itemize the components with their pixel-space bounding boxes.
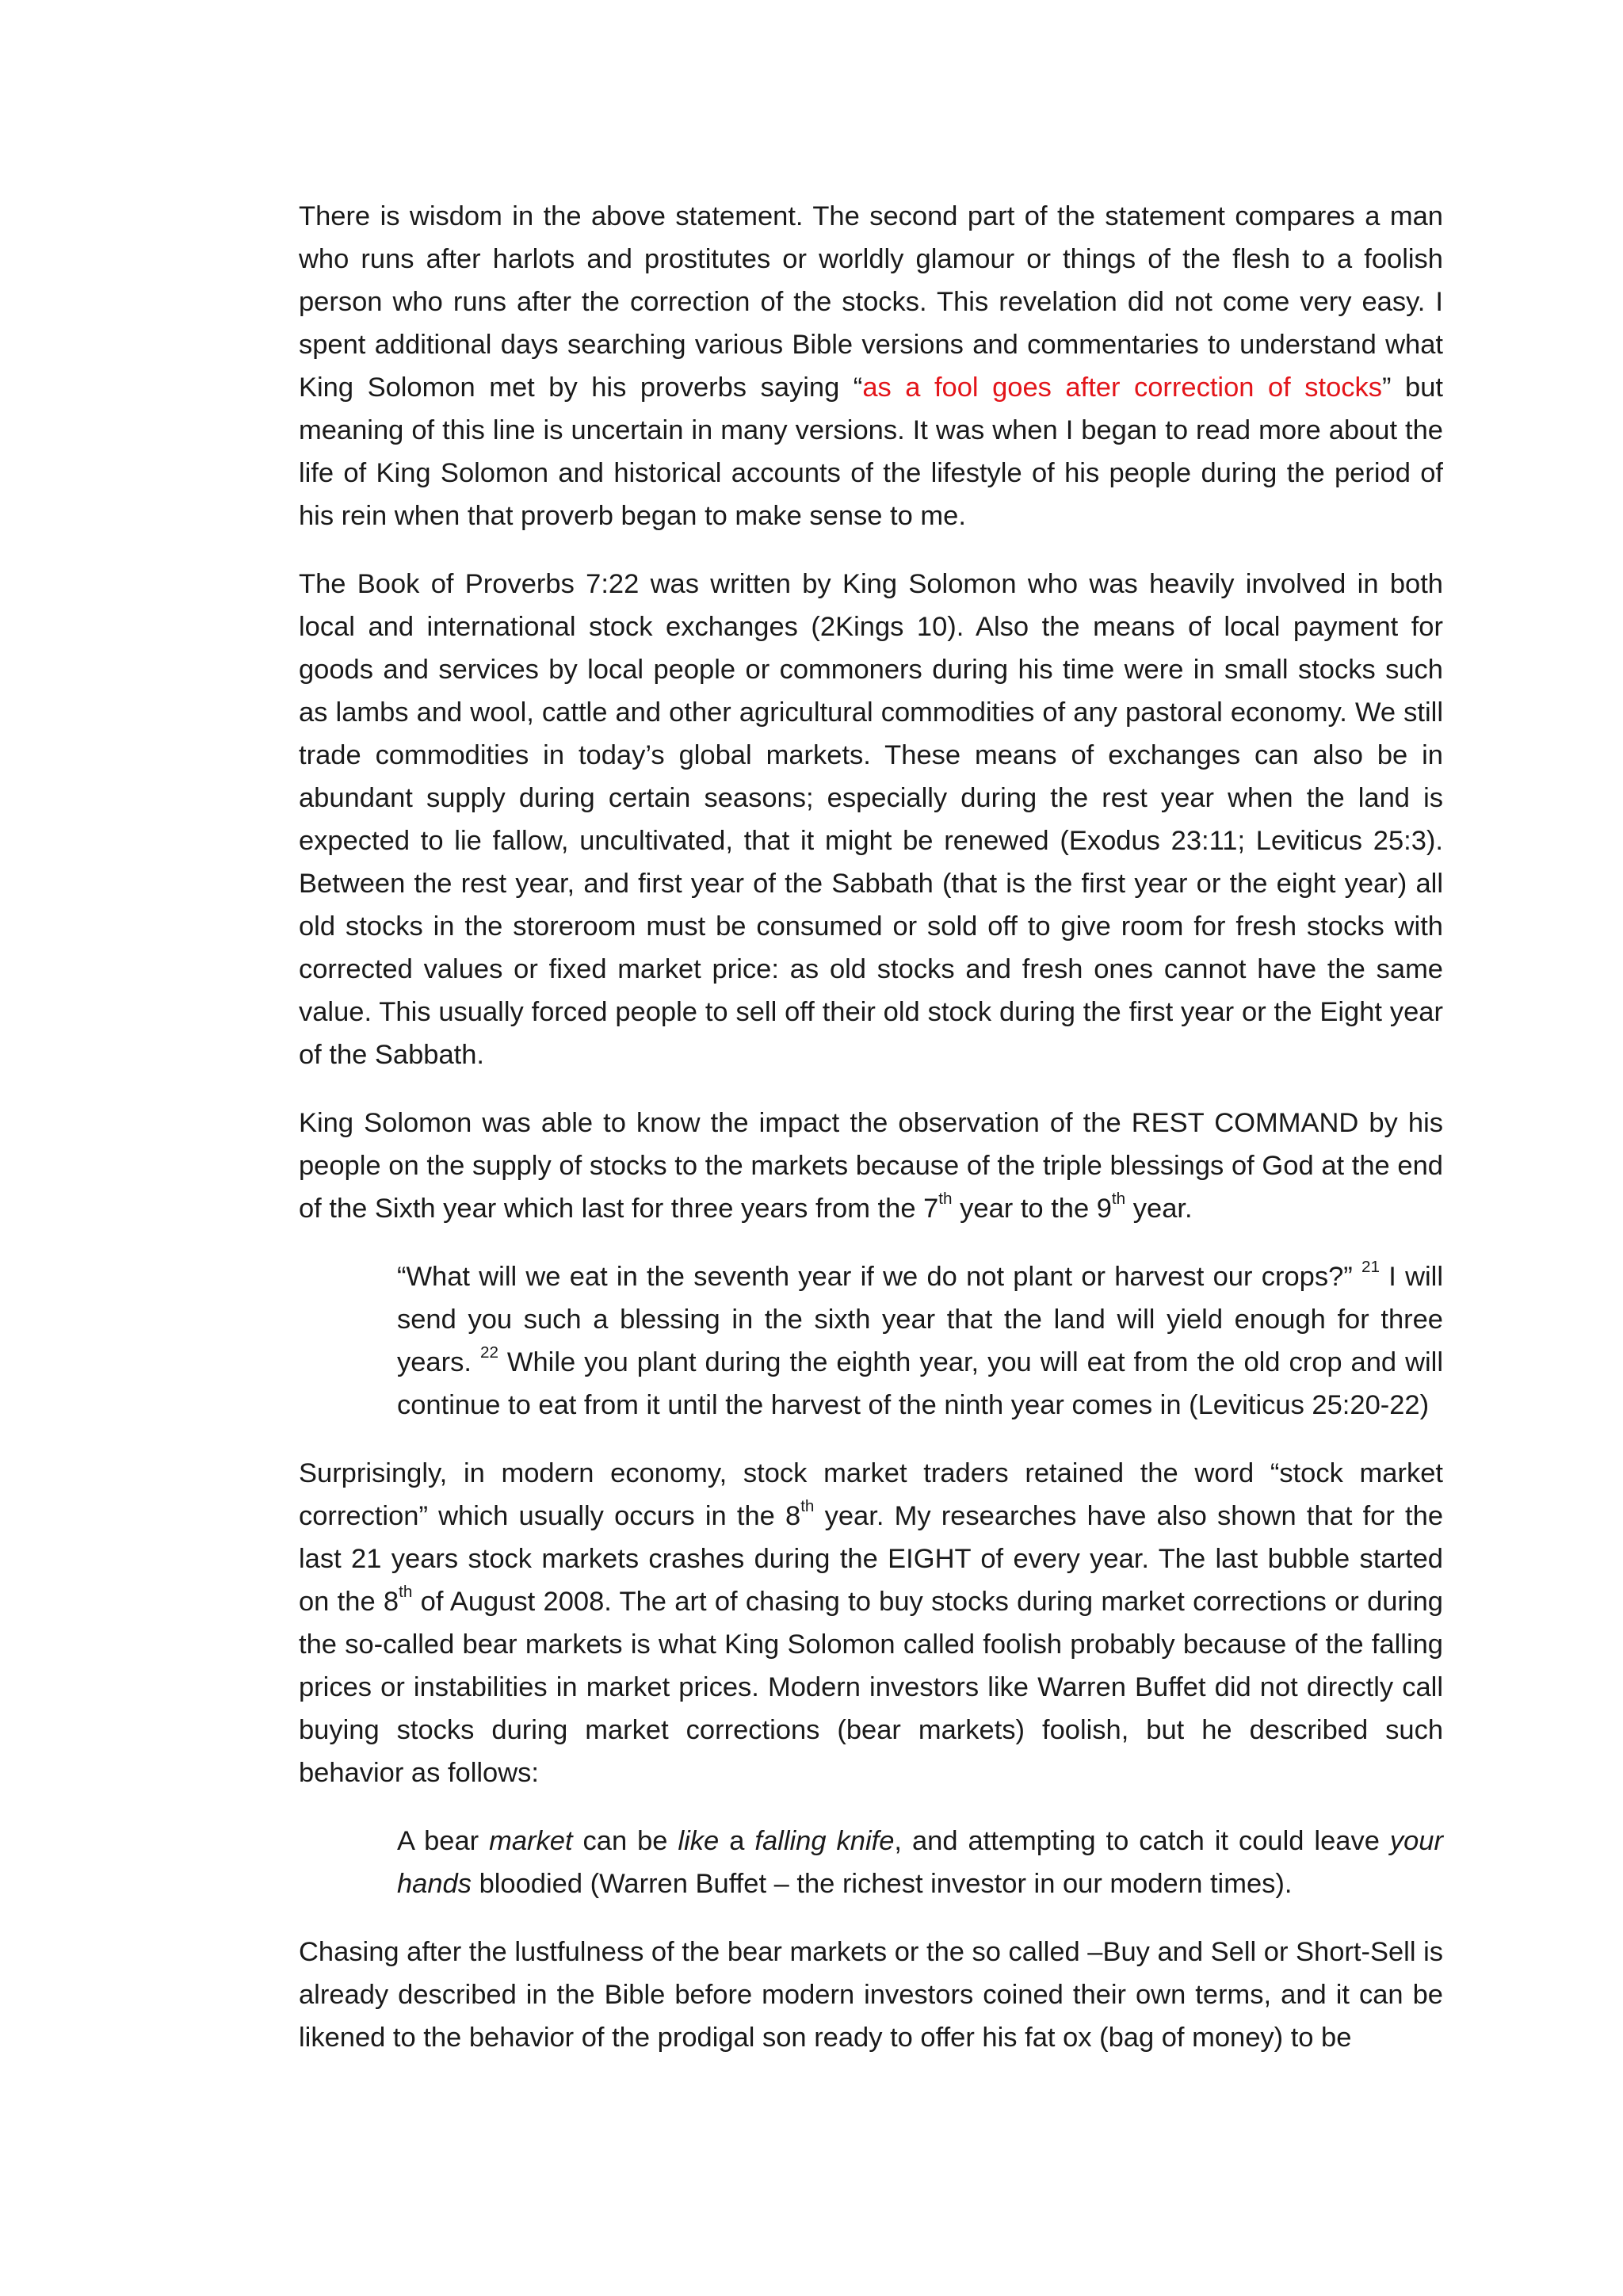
paragraph-wisdom: There is wisdom in the above statement. The second part of the statement compares a man who runs after harlots and prostitutes or worldly glamour or things of the flesh to a foolish person who runs after the correction of the stocks. This revelation did not come very easy. I spent additional days searching various Bible versions and commentaries to understand what King Solomon met by his proverbs saying “as a fool goes after correction of stocks” but meaning of this line is uncertain in many versions. It was when I began to read more about the life of King Solomon and historical accounts of the lifestyle of his people during the period of his rein when that proverb began to make sense to me. [299,201,1443,531]
paragraph-rest-command: King Solomon was able to know the impact the observation of the REST COMMAND by his people on the supply of stocks to the markets because of the triple blessings of God at the end of the Sixth year which last for three years from the 7th year to the 9th year. [299,1108,1443,1224]
highlighted-quote: as a fool goes after correction of stocks [862,372,1383,403]
paragraph-proverbs: The Book of Proverbs 7:22 was written by King Solomon who was heavily involved in both local and international stock exchanges (2Kings 10). Also the means of local payment for goods and services by local people or commoners during his time were in small stocks such as lambs and wool, cattle and other agricultural commodities of any pastoral economy. We still trade commodities in today’s global markets. These means of exchanges can also be in abundant supply during certain seasons; especially during the rest year when the land is expected to lie fallow, uncultivated, that it might be renewed (Exodus 23:11; Leviticus 25:3). Between the rest year, and first year of the Sabbath (that is the first year or the eight year) all old stocks in the storeroom must be consumed or sold off to give room for fresh stocks with corrected values or fixed market price: as old stocks and fresh ones cannot have the same value. This usually forced people to sell off their old stock during the first year or the Eight year of the Sabbath. [299,569,1443,1070]
paragraph-bear-markets: Chasing after the lustfulness of the bear markets or the so called –Buy and Sell or Short-Sell is already described in the Bible before modern investors coined their own terms, and it can be likened to the behavior of the prodigal son ready to offer his fat ox (bag of money) to be [299,1937,1443,2053]
document-page [299,195,1443,2084]
paragraph-market-correction: Surprisingly, in modern economy, stock market traders retained the word “stock market correction” which usually occurs in the 8th year. My researches have also shown that for the last 21 years stock markets crashes during the EIGHT of every year. The last bubble started on the 8th of August 2008. The art of chasing to buy stocks during market corrections or during the so-called bear markets is what King Solomon called foolish probably because of the falling prices or instabilities in market prices. Modern investors like Warren Buffet did not directly call buying stocks during market corrections (bear markets) foolish, but he described such behavior as follows: [299,1458,1444,1788]
block-quote-buffet: A bear market can be like a falling knife, and attempting to catch it could leave your hands bloodied (Warren Buffet – the richest investor in our modern times). [397,1826,1443,1899]
block-quote-leviticus: “What will we eat in the seventh year if we do not plant or harvest our crops?” $^{21}$ I will send you such a blessing in the sixth year that the land will yield enough for three years. $^{22}$ While you plant during the eighth year, you will eat from the old crop and will continue to eat from it until the harvest of the ninth year comes in (Leviticus 25:20-22) [397,1258,1444,1420]
